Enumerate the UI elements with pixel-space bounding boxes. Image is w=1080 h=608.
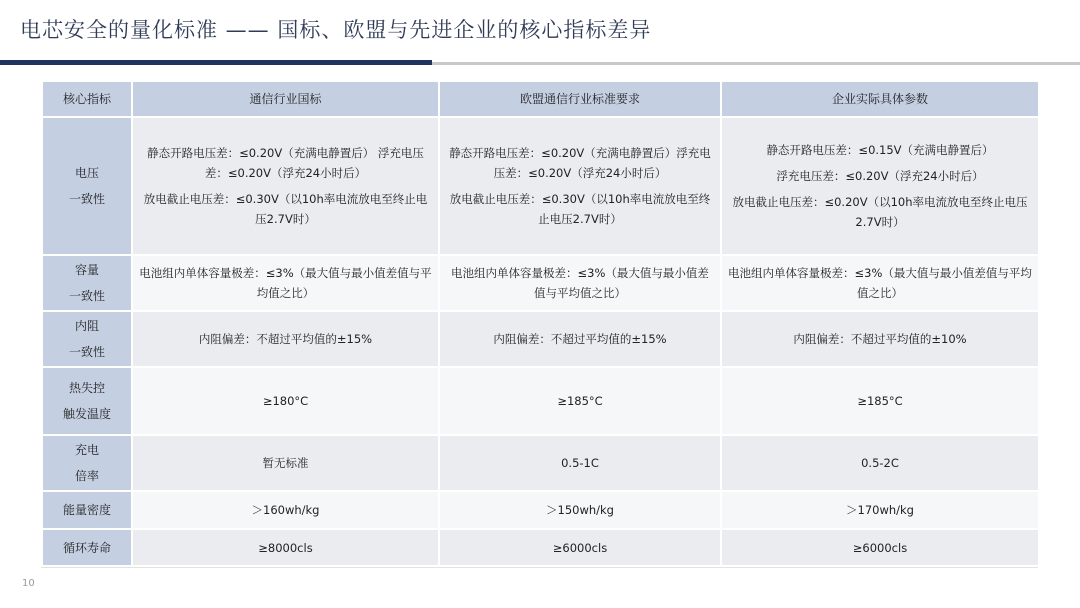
row-label-energy-density: 能量密度 (42, 491, 132, 529)
table-cell: ≥6000cls (721, 529, 1039, 566)
table-cell: ≥185°C (439, 367, 721, 435)
table-cell: 内阻偏差：不超过平均值的±15% (132, 311, 439, 367)
row-label-thermal-runaway: 热失控 触发温度 (42, 367, 132, 435)
table-cell: 暂无标准 (132, 435, 439, 491)
footer-divider (41, 567, 1038, 568)
header-row (42, 81, 1039, 117)
table-cell: ≥185°C (721, 367, 1039, 435)
spec-comparison-table (41, 80, 1040, 567)
table-cell: 电池组内单体容量极差：≤3%（最大值与最小值差值与平均值之比） (132, 255, 439, 311)
table-cell: 0.5-2C (721, 435, 1039, 491)
table-cell: 静态开路电压差：≤0.20V（充满电静置后）浮充电压差：≤0.20V（浮充24小时后） 放电截止电压差：≤0.30V（以10h率电流放电至终止电压2.7V时） (439, 117, 721, 255)
table-cell: 内阻偏差：不超过平均值的±10% (721, 311, 1039, 367)
row-label-internal-resistance: 内阻 一致性 (42, 311, 132, 367)
row-label-capacity: 容量 一致性 (42, 255, 132, 311)
table-cell: ＞150wh/kg (439, 491, 721, 529)
row-label-charge-rate: 充电 倍率 (42, 435, 132, 491)
column-header-eu-standard: 欧盟通信行业标准要求 (439, 81, 721, 117)
table-cell: ＞160wh/kg (132, 491, 439, 529)
table-row-capacity (42, 255, 1039, 311)
column-header-metric: 核心指标 (42, 81, 132, 117)
column-header-national-standard: 通信行业国标 (132, 81, 439, 117)
table-row-charge-rate (42, 435, 1039, 491)
table-cell: ≥8000cls (132, 529, 439, 566)
table-cell: ≥6000cls (439, 529, 721, 566)
table-cell: 电池组内单体容量极差：≤3%（最大值与最小值差值与平均值之比） (721, 255, 1039, 311)
table-cell: 电池组内单体容量极差：≤3%（最大值与最小值差值与平均值之比） (439, 255, 721, 311)
table-cell: 0.5-1C (439, 435, 721, 491)
table-row-energy-density (42, 491, 1039, 529)
table-row-thermal-runaway (42, 367, 1039, 435)
title-rule (432, 62, 1080, 65)
table-cell: ≥180°C (132, 367, 439, 435)
table-row-internal-resistance (42, 311, 1039, 367)
table-row-voltage (42, 117, 1039, 255)
page-number: 10 (22, 578, 35, 589)
table-cell: 静态开路电压差：≤0.20V（充满电静置后） 浮充电压差：≤0.20V（浮充24小时后） 放电截止电压差：≤0.30V（以10h率电流放电至终止电压2.7V时） (132, 117, 439, 255)
column-header-enterprise-params: 企业实际具体参数 (721, 81, 1039, 117)
slide-title: 电芯安全的量化标准 —— 国标、欧盟与先进企业的核心指标差异 (20, 18, 652, 42)
title-rule-accent (0, 60, 432, 65)
row-label-voltage: 电压 一致性 (42, 117, 132, 255)
table-row-cycle-life (42, 529, 1039, 566)
table-cell: ＞170wh/kg (721, 491, 1039, 529)
table-cell: 内阻偏差：不超过平均值的±15% (439, 311, 721, 367)
row-label-cycle-life: 循环寿命 (42, 529, 132, 566)
table-cell: 静态开路电压差：≤0.15V（充满电静置后） 浮充电压差：≤0.20V（浮充24小时后） 放电截止电压差：≤0.20V（以10h率电流放电至终止电压2.7V时） (721, 117, 1039, 255)
